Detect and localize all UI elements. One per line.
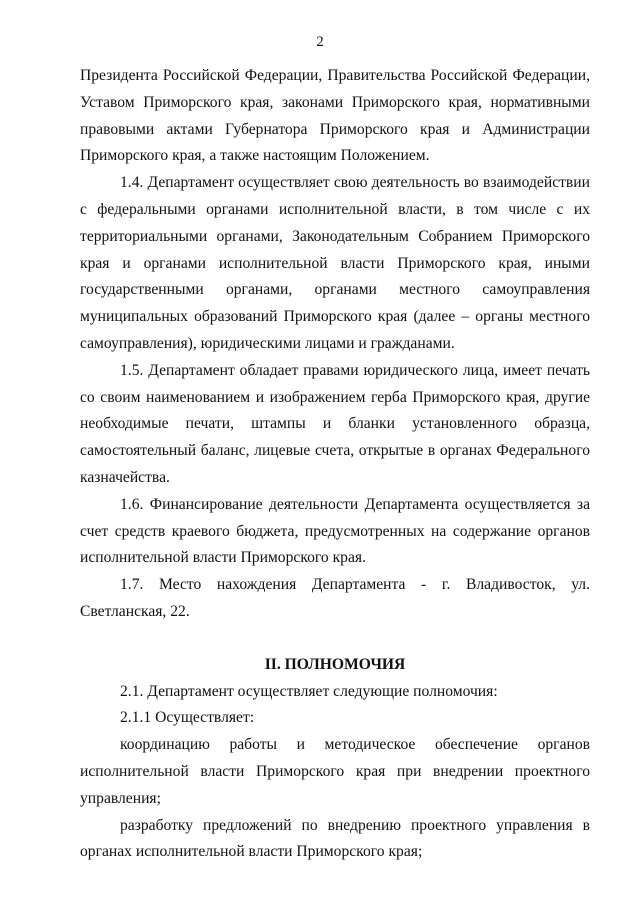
list-item-proposals: разработку предложений по внедрению проектного управления в органах исполнительной власти Приморского края; bbox=[80, 816, 590, 861]
paragraph-2-1: 2.1. Департамент осуществляет следующие полномочия: bbox=[120, 682, 498, 700]
page-number: 2 bbox=[316, 34, 324, 50]
document-body bbox=[80, 63, 590, 866]
paragraph-1-4: 1.4. Департамент осуществляет свою деятельность во взаимодействии с федеральными органами исполнительной власти, в том числе с их территориальными органами, Законодательным Собранием Приморского края и органами исполнительной власти Приморского края, иными государственными органами, органами местного самоуправления муниципальных образований Приморского края (далее – органы местного самоуправления), юридическими лицами и гражданами. bbox=[80, 174, 590, 352]
paragraph-1-7: 1.7. Место нахождения Департамента - г. Владивосток, ул. Светланская, 22. bbox=[80, 576, 590, 620]
section-heading-powers: II. ПОЛНОМОЧИЯ bbox=[264, 655, 406, 673]
paragraph-1-5: 1.5. Департамент обладает правами юридического лица, имеет печать со своим наименованием и изображением герба Приморского края, другие необходимые печати, штампы и бланки установленного образца, самостоятельный баланс, лицевые счета, открытые в органах Федерального казначейства. bbox=[80, 361, 590, 486]
list-item-coordination: координацию работы и методическое обеспечение органов исполнительной власти Приморского края при внедрении проектного управления; bbox=[80, 736, 590, 807]
paragraph-1-6: 1.6. Финансирование деятельности Департамента осуществляется за счет средств краевого бюджета, предусмотренных на содержание органов исполнительной власти Приморского края. bbox=[80, 495, 590, 567]
paragraph-continuation: Президента Российской Федерации, Правительства Российской Федерации, Уставом Приморского края, законами Приморского края, нормативными правовыми актами Губернатора Приморского края и Администрации Приморского края, а также настоящим Положением. bbox=[80, 67, 590, 165]
paragraph-2-1-1: 2.1.1 Осуществляет: bbox=[120, 709, 255, 727]
